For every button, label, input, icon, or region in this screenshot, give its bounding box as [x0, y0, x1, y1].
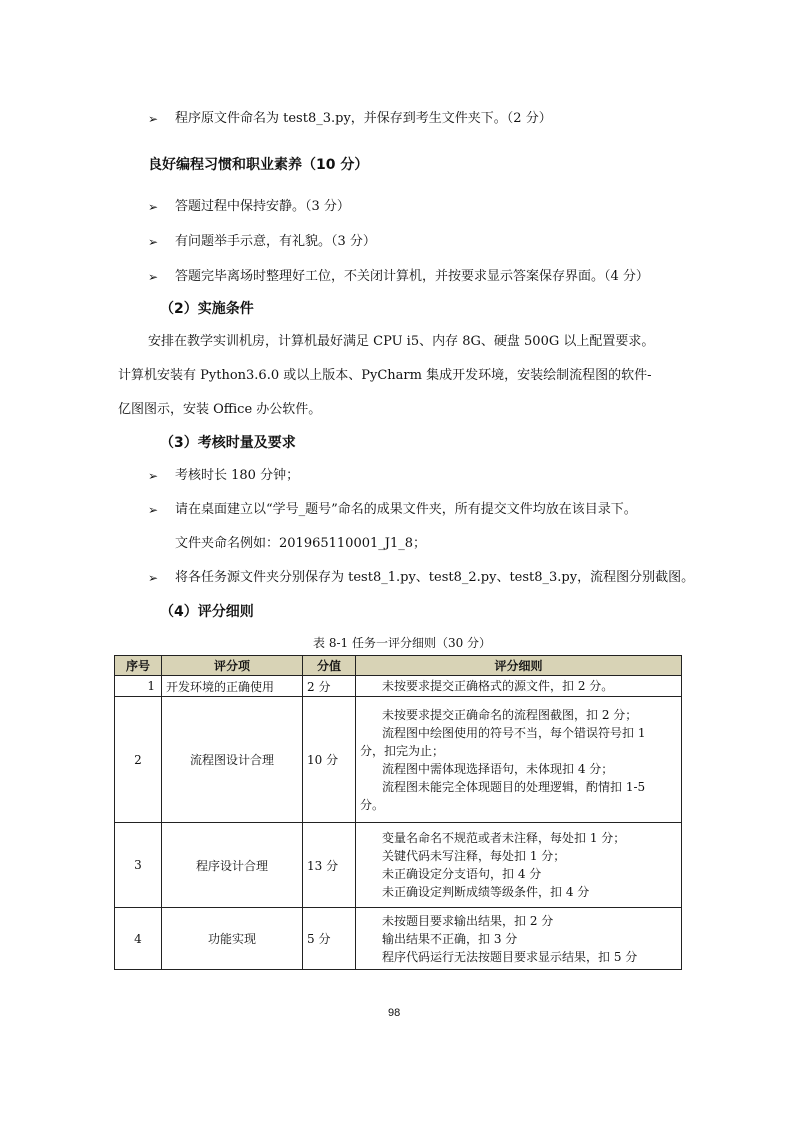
bullet-text: 有问题举手示意，有礼貌。（3 分） [175, 234, 376, 249]
header-cell: 序号 [115, 656, 162, 676]
section-heading-habits: 良好编程习惯和职业素养（10 分） [148, 157, 369, 173]
header-cell: 评分细则 [356, 656, 682, 676]
header-cell: 分值 [303, 656, 356, 676]
detail-line: 输出结果不正确，扣 3 分 [382, 931, 518, 946]
bullet-text: 程序原文件命名为 test8_3.py，并保存到考生文件夹下。（2 分） [175, 111, 552, 126]
bullet-text: 将各任务源文件夹分别保存为 test8_1.py、test8_2.py、test8_3.py，流程图分别截图。 [175, 570, 695, 585]
arrow-bullet-icon: ➢ [148, 503, 159, 517]
section-heading-exam: （3）考核时量及要求 [160, 435, 296, 451]
row-score: 13 分 [303, 823, 356, 908]
arrow-bullet-icon: ➢ [148, 112, 159, 126]
detail-line: 未正确设定分支语句，扣 4 分 [382, 867, 542, 881]
row-score: 2 分 [303, 676, 356, 697]
row-score: 10 分 [303, 697, 356, 823]
row-item: 功能实现 [162, 908, 303, 970]
row-details [356, 908, 682, 970]
bullet-text: 答题完毕离场时整理好工位，不关闭计算机，并按要求显示答案保存界面。（4 分） [175, 269, 649, 284]
row-item: 程序设计合理 [162, 823, 303, 908]
table-row [115, 823, 682, 908]
row-number: 2 [115, 697, 162, 823]
bullet-text: 请在桌面建立以“学号_题号”命名的成果文件夹，所有提交文件均放在该目录下。 [175, 502, 637, 517]
page-number: 98 [388, 1007, 401, 1019]
detail-line: 分。 [360, 797, 385, 812]
header-cell: 评分项 [162, 656, 303, 676]
section-heading-conditions: （2）实施条件 [160, 301, 254, 317]
detail-line: 未按题目要求输出结果，扣 2 分 [382, 913, 554, 928]
arrow-bullet-icon: ➢ [148, 235, 159, 249]
section-heading-rules: （4）评分细则 [160, 604, 254, 620]
table-row [115, 676, 682, 697]
arrow-bullet-icon: ➢ [148, 571, 159, 585]
folder-example-text: 文件夹命名例如：201965110001_J1_8； [175, 536, 427, 551]
detail-line: 未正确设定判断成绩等级条件，扣 4 分 [382, 885, 590, 899]
row-details [356, 697, 682, 823]
arrow-bullet-icon: ➢ [148, 469, 159, 483]
detail-line: 程序代码运行无法按题目要求显示结果，扣 5 分 [382, 949, 638, 964]
table-caption: 表 8-1 任务一评分细则（30 分） [313, 636, 492, 650]
paragraph-line: 安排在教学实训机房，计算机最好满足 CPU i5、内存 8G、硬盘 500G 以上配置要求。 [148, 334, 655, 349]
detail-line: 流程图中绘图使用的符号不当，每个错误符号扣 1 [382, 725, 646, 740]
bullet-text: 考核时长 180 分钟； [175, 468, 300, 483]
row-number: 1 [115, 676, 162, 697]
detail-line: 流程图中需体现选择语句，未体现扣 4 分； [382, 761, 614, 776]
detail-line: 分，扣完为止； [360, 743, 445, 758]
table-row [115, 908, 682, 970]
row-details [356, 823, 682, 908]
detail-line: 未按要求提交正确命名的流程图截图，扣 2 分； [382, 707, 638, 722]
detail-line: 变量名命名不规范或者未注释，每处扣 1 分； [382, 831, 626, 845]
scoring-table [114, 655, 682, 970]
paragraph-line: 亿图图示，安装 Office 办公软件。 [118, 402, 322, 417]
row-item: 流程图设计合理 [162, 697, 303, 823]
arrow-bullet-icon: ➢ [148, 270, 159, 284]
row-item: 开发环境的正确使用 [162, 676, 303, 697]
bullet-text: 答题过程中保持安静。（3 分） [175, 199, 350, 214]
row-number: 3 [115, 823, 162, 908]
row-number: 4 [115, 908, 162, 970]
detail-line: 关键代码未写注释，每处扣 1 分； [382, 849, 566, 863]
paragraph-line: 计算机安装有 Python3.6.0 或以上版本、PyCharm 集成开发环境，安装绘制流程图的软件- [118, 368, 652, 383]
arrow-bullet-icon: ➢ [148, 200, 159, 214]
table-row [115, 697, 682, 823]
row-score: 5 分 [303, 908, 356, 970]
detail-line: 未按要求提交正确格式的源文件，扣 2 分。 [382, 679, 614, 693]
row-details [356, 676, 682, 697]
table-header-row [115, 656, 682, 676]
detail-line: 流程图未能完全体现题目的处理逻辑，酌情扣 1-5 [382, 779, 646, 794]
